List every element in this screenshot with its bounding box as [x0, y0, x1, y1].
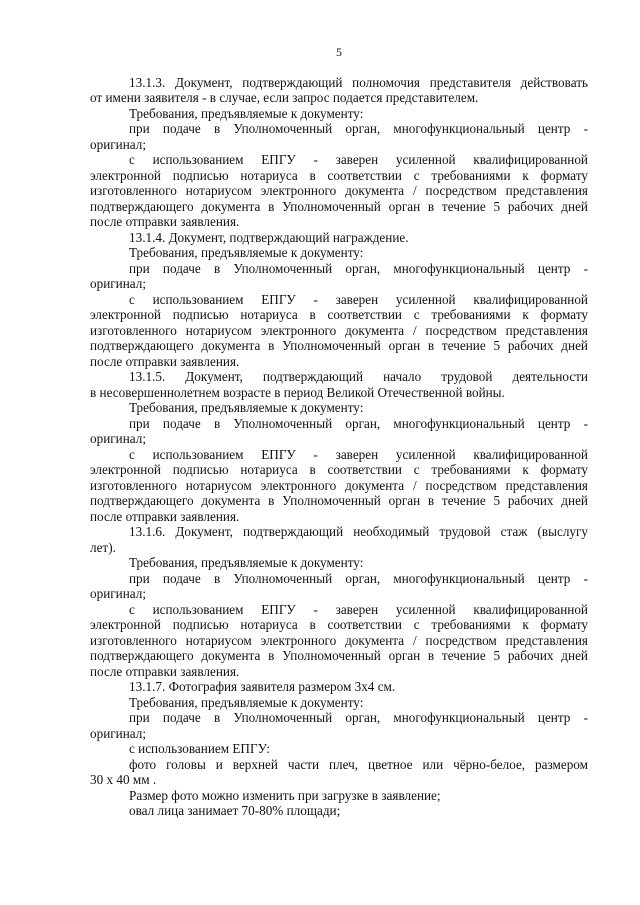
text-line: 13.1.5. Документ, подтверждающий начало трудовой деятельности	[129, 369, 588, 384]
text-line: при подаче в Уполномоченный орган, многофункциональный центр -	[129, 415, 588, 431]
text-line: Требования, предъявляемые к документу:	[129, 694, 364, 710]
text-line: изготовленного нотариусом электронного документа / посредством представления	[90, 632, 588, 648]
text-line: с использованием ЕПГУ - заверен усиленной квалифицированной	[129, 152, 588, 167]
text-line: изготовленного нотариусом электронного документа / посредством представления	[90, 322, 588, 338]
text-line: Требования, предъявляемые к документу:	[129, 245, 364, 260]
text-line: 13.1.3. Документ, подтверждающий полномочия представителя действовать	[129, 74, 588, 90]
text-line: электронной подписью нотариуса в соответствии с требованиями к формату	[90, 307, 588, 322]
text-line: овал лица занимает 70-80% площади;	[129, 803, 341, 818]
text-line: с использованием ЕПГУ - заверен усиленной квалифицированной	[129, 446, 588, 462]
text-line: оригинал;	[90, 431, 146, 446]
text-line: 13.1.6. Документ, подтверждающий необходимый трудовой стаж (выслугу	[129, 524, 588, 539]
text-line: после отправки заявления.	[90, 214, 240, 229]
text-line: после отправки заявления.	[90, 508, 240, 524]
text-line: 13.1.7. Фотография заявителя размером 3х4 см.	[129, 679, 396, 694]
text-line: подтверждающего документа в Уполномоченный орган в течение 5 рабочих дней	[90, 648, 588, 663]
text-line: при подаче в Уполномоченный орган, многофункциональный центр -	[129, 260, 588, 276]
text-line: подтверждающего документа в Уполномоченный орган в течение 5 рабочих дней	[90, 198, 588, 214]
text-line: подтверждающего документа в Уполномоченный орган в течение 5 рабочих дней	[90, 493, 588, 508]
text-line: 13.1.4. Документ, подтверждающий награждение.	[129, 229, 409, 245]
text-line: при подаче в Уполномоченный орган, многофункциональный центр -	[129, 121, 588, 136]
text-line: оригинал;	[90, 586, 146, 601]
text-line: 30 х 40 мм .	[90, 772, 157, 787]
text-line: лет).	[90, 539, 116, 555]
text-line: подтверждающего документа в Уполномоченный орган в течение 5 рабочих дней	[90, 338, 588, 353]
text-line: при подаче в Уполномоченный орган, многофункциональный центр -	[129, 710, 588, 725]
text-line: электронной подписью нотариуса в соответствии с требованиями к формату	[90, 462, 588, 477]
text-line: Требования, предъявляемые к документу:	[129, 400, 364, 415]
text-line: Требования, предъявляемые к документу:	[129, 105, 364, 121]
text-line: от имени заявителя - в случае, если запрос подается представителем.	[90, 90, 479, 105]
text-line: с использованием ЕПГУ - заверен усиленной квалифицированной	[129, 291, 588, 307]
document-body	[90, 75, 588, 819]
text-line: оригинал;	[90, 276, 146, 291]
text-line: электронной подписью нотариуса в соответствии с требованиями к формату	[90, 167, 588, 183]
text-line: в несовершеннолетнем возрасте в период Великой Отечественной войны.	[90, 384, 505, 400]
text-line: Размер фото можно изменить при загрузке в заявление;	[129, 787, 441, 803]
page-number: 5	[336, 45, 342, 59]
text-line: электронной подписью нотариуса в соответствии с требованиями к формату	[90, 617, 588, 632]
text-line: с использованием ЕПГУ - заверен усиленной квалифицированной	[129, 601, 588, 617]
text-line: изготовленного нотариусом электронного документа / посредством представления	[90, 183, 588, 198]
text-line: оригинал;	[90, 725, 146, 741]
text-line: после отправки заявления.	[90, 663, 240, 679]
text-line: после отправки заявления.	[90, 353, 240, 369]
text-line: фото головы и верхней части плеч, цветное или чёрно-белое, размером	[129, 756, 588, 772]
text-line: оригинал;	[90, 136, 146, 152]
text-line: при подаче в Уполномоченный орган, многофункциональный центр -	[129, 570, 588, 586]
text-line: Требования, предъявляемые к документу:	[129, 555, 364, 570]
text-line: с использованием ЕПГУ:	[129, 741, 271, 756]
text-line: изготовленного нотариусом электронного документа / посредством представления	[90, 477, 588, 493]
